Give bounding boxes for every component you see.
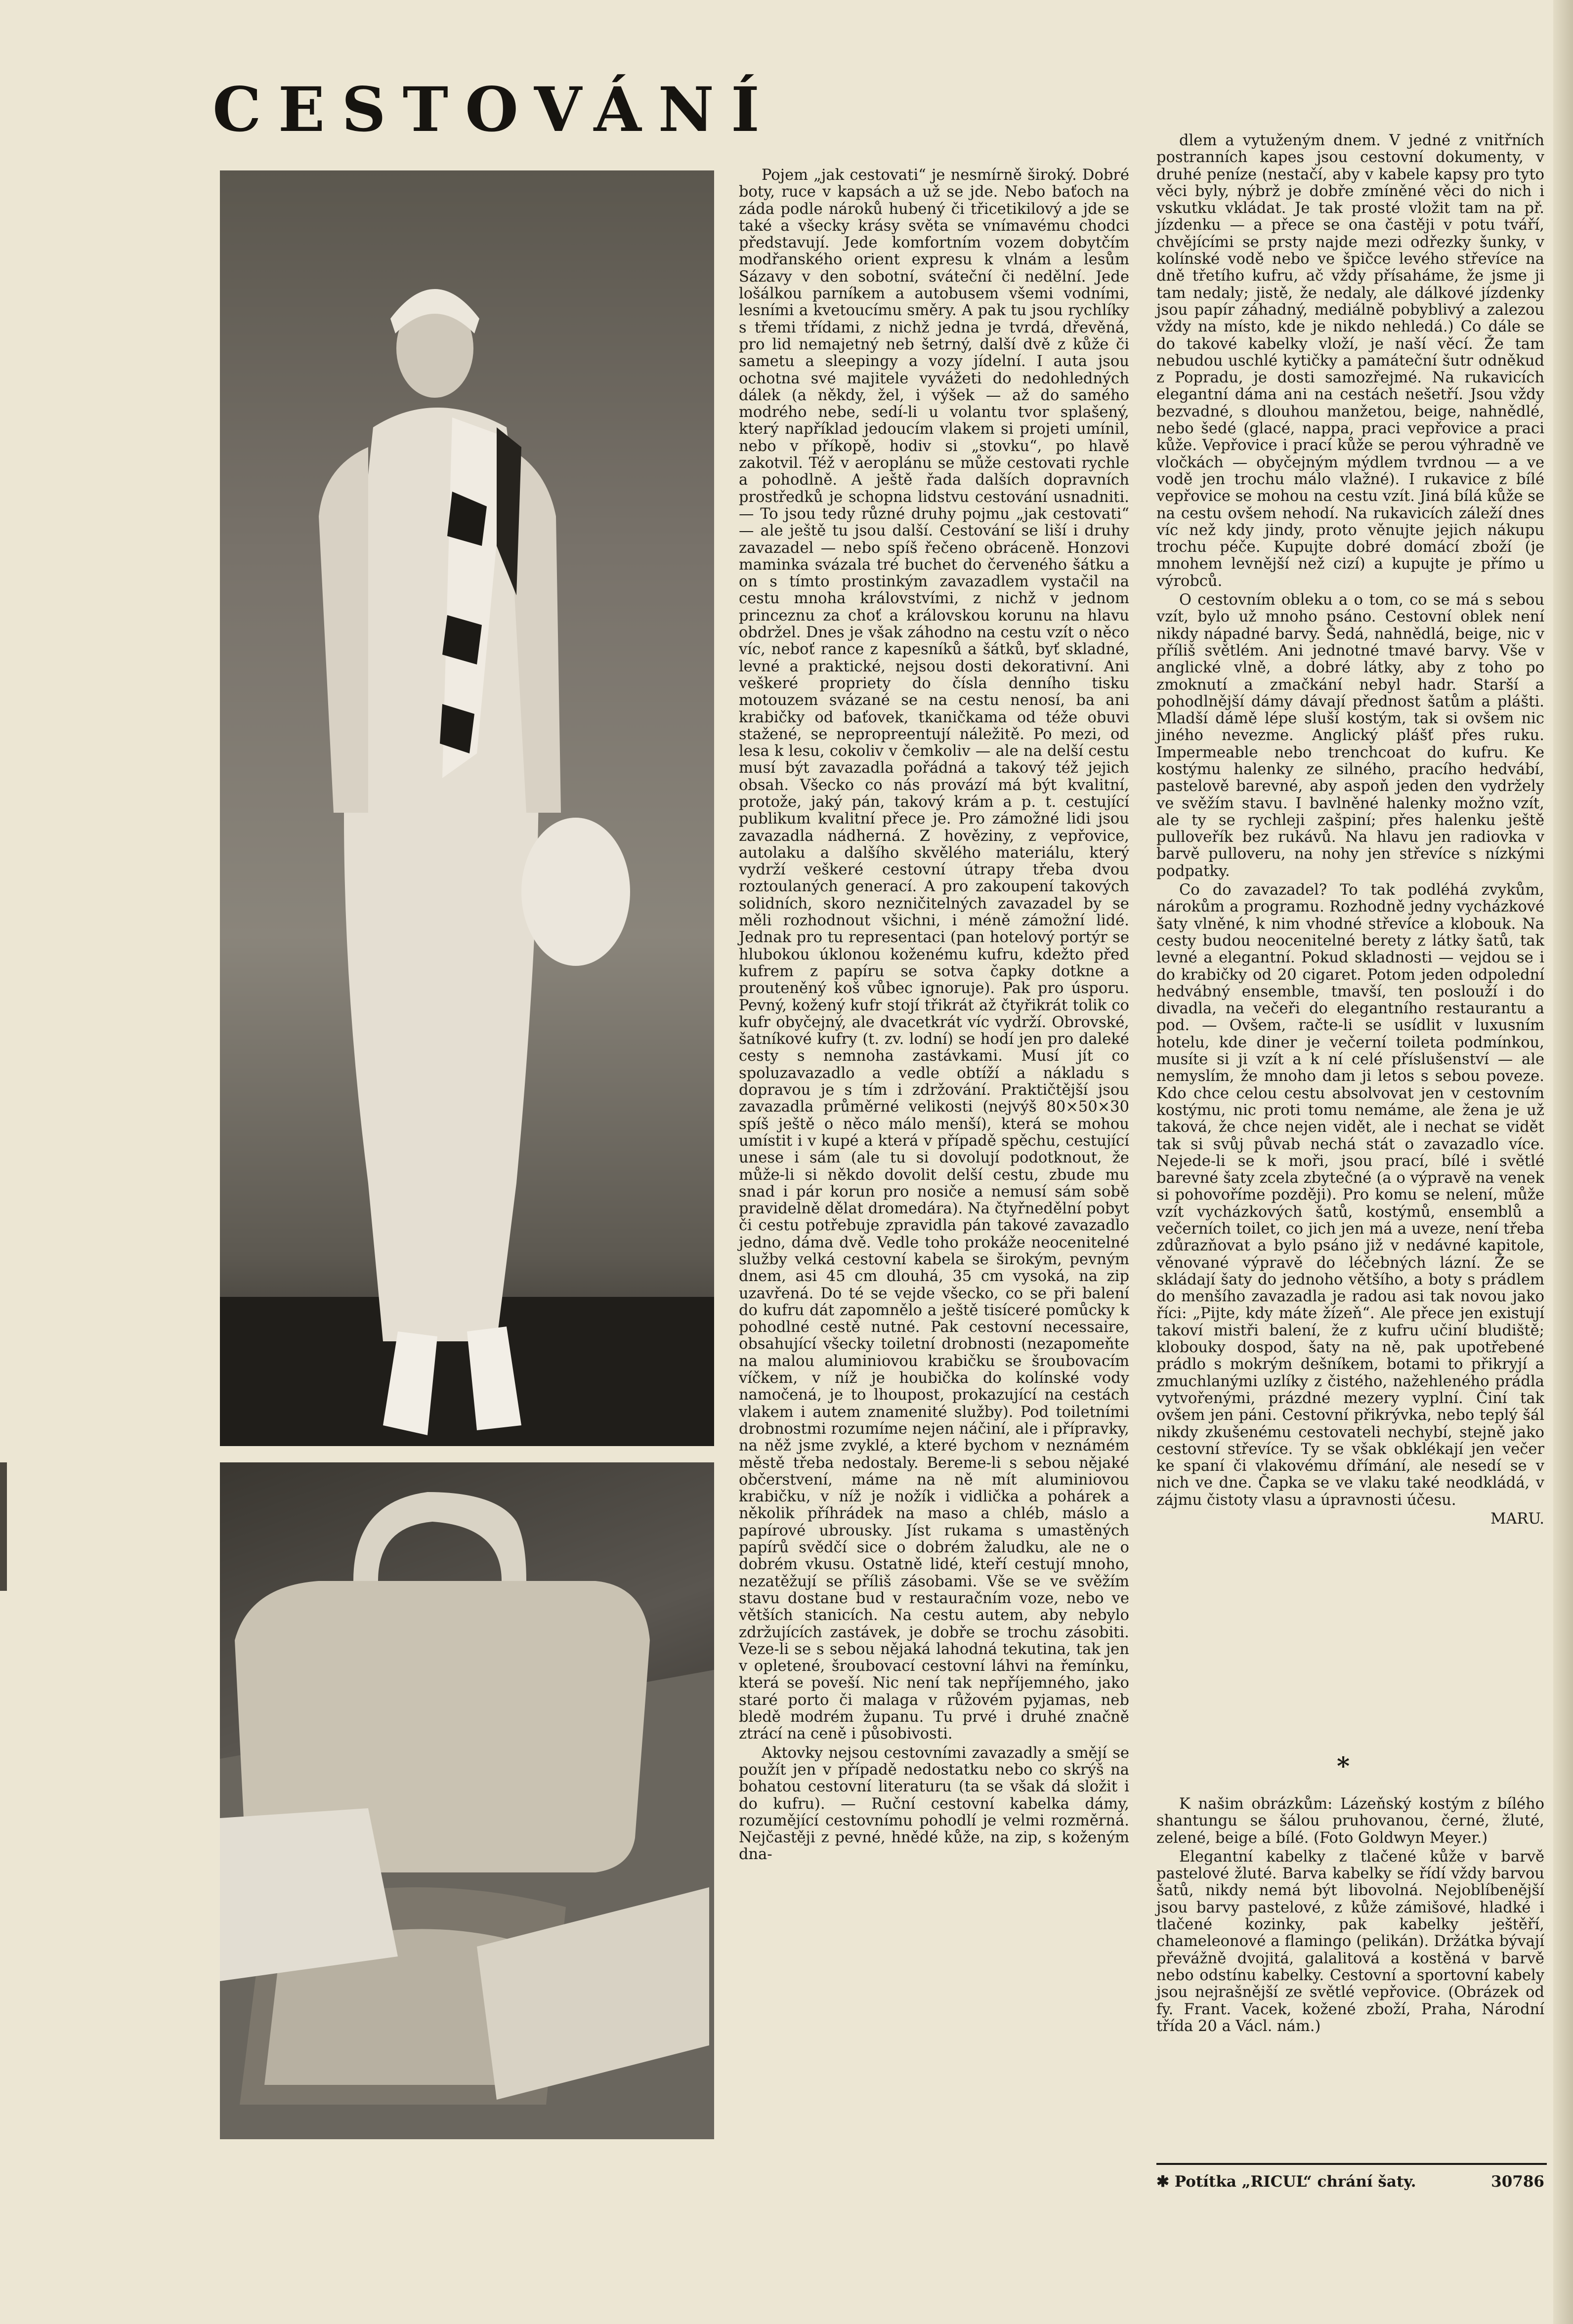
captions-column bbox=[1156, 1796, 1544, 2037]
footer bbox=[1156, 2173, 1544, 2191]
page-number: 30786 bbox=[1491, 2173, 1544, 2191]
article-title: CESTOVÁNÍ bbox=[213, 74, 777, 146]
footer-rule bbox=[1156, 2163, 1547, 2165]
paragraph: Pojem „jak cestovati“ je nesmírně široký. Dobré boty, ruce v kapsách a už se jde. Nebo baťoch na záda podle nároků hubený či třicetikilový a jde se také a všecky krásy světa se vnímavému chodci představují. Jede komfortním vozem dobytčím modřanského orient expresu k vlnám a lesům Sázavy v den sobotní, sváteční či nedělní. Jede lošálkou parníkem a autobusem všemi vodními, lesními a kvetoucímu směry. A pak tu jsou rychlíky s třemi třídami, z nichž jedna je tvrdá, dřevěná, pro lid nemajetný neb šetrný, další dvě z kůže či sametu a sleepingy a vozy jídelní. I auta jsou ochotna své majitele vyvážeti do nedohledných dálek (a někdy, žel, i výšek — až do samého modrého nebe, sedí-li u volantu tvor splašený, který například jedoucím vlakem si projeti umínil, nebo v příkopě, hodiv si „stovku“, po hlavě zakotvil. Též v aeroplánu se může cestovati rychle a pohodlně. A ještě řada dalších dopravních prostředků je schopna lidstvu cestování usnadniti. — To jsou tedy různé druhy pojmu „jak cestovati“ — ale ještě tu jsou další. Cestování se liší i druhy zavazadel — nebo spíš řečeno obráceně. Honzovi maminka svázala tré buchet do červeného šátku a on s tímto prostinkým zavazadlem vystačil na cestu mnoha královstvími, z nichž v jednom princeznu za choť a královskou korunu na hlavu obdržel. Dnes je však záhodno na cestu vzít o něco víc, neboť rance z kapesníků a šátků, byť skladné, levné a praktické, nejsou dosti dekorativní. Ani veškeré propriety do čísla denního tisku motouzem svázané se na cestu nenosí, ba ani krabičky od baťovek, tkaničkama od téže obuvi stažené, se nepropreentují náležitě. Po mezi, od lesa k lesu, cokoliv v čemkoliv — ale na delší cestu musí být zavazadla pořádná a takový též jejich obsah. Všecko co nás provází má být kvalitní, protože, jaký pán, takový krám a p. t. cestující publikum kvalitní přece je. Pro zámožné lidi jsou zavazadla nádherná. Z hověziny, z vepřovice, autolaku a dalšího skvělého materiálu, který vydrží veškeré cestovní útrapy třeba dvou roztoulaných generací. A pro zakoupení takových solidních, skoro nezničitelných zavazadel by se měli rozhodnout všichni, i méně zámožní lidé. Jednak pro tu representaci (pan hotelový portýr se hlubokou úklonou koženému kufru, kdežto před kufrem z papíru se sotva čapky dotkne a prouteněný koš vůbec ignoruje). Pak pro úsporu. Pevný, kožený kufr stojí třikrát až čtyřikrát tolik co kufr obyčejný, ale dvacetkrát víc vydrží. Obrovské, šatníkové kufry (t. zv. lodní) se hodí jen pro daleké cesty s nemnoha zastávkami. Musí jít co spoluzavazadlo a vedle obtíží a nákladu s dopravou je s tím i zdržování. Praktičtější jsou zavazadla průměrné velikosti (nejvýš 80×50×30 spíš ještě o něco málo menší), která se mohou umístit i v kupé a která v případě spěchu, cestující unese i sám (ale tu si dovolují podotknout, že může-li si někdo dovolit delší cestu, zbude mu snad i pár korun pro nosiče a nemusí sám sobě pravidelně dělat dromedára). Na čtyřnedělní pobyt či cestu potřebuje zpravidla pán takové zavazadlo jedno, dáma dvě. Vedle toho prokáže neocenitelné služby velká cestovní kabela se širokým, pevným dnem, asi 45 cm dlouhá, 35 cm vysoká, na zip uzavřená. Do té se vejde všecko, co se při balení do kufru dát zapomnělo a ještě tisíceré pomůcky k pohodlné cestě nutné. Pak cestovní necessaire, obsahující všecky toiletní drobnosti (nezapomeňte na malou aluminiovou krabičku se šroubovacím víčkem, v níž je houbička do kolínské vody namočená, je to lhoupost, prokazující na cestách vlakem i autem znamenité služby). Pod toiletními drobnostmi rozumíme nejen náčiní, ale i přípravky, na něž jsme zvyklé, a které bychom v neznámém městě třeba nedostaly. Bereme-li s sebou nějaké občerstvení, máme na ně mít aluminiovou krabičku, v níž je nožík i vidlička a pohárek a několik příhrádek na maso a chléb, máslo a papírové ubrousky. Jíst rukama s umastěných papírů svědčí sice o dobrém žaludku, ale ne o dobrém vkusu. Ostatně lidé, kteří cestují mnoho, nezatěžují se příliš zásobami. Vše se ve svěžím stavu dostane bud v restauračním voze, nebo ve větších stanicích. Na cestu autem, aby nebylo zdržujících zastávek, je dobře se trochu zásobiti. Veze-li se s sebou nějaká lahodná tekutina, tak jen v opletené, šroubovací cestovní láhvi na řemínku, která se poveší. Nic není tak nepříjemného, jako staré porto či malaga v růžovém pyjamas, neb bledě modrém županu. Tu prvé i druhé značně ztrácí na ceně i působivosti. bbox=[739, 166, 1129, 1743]
caption-paragraph: Elegantní kabelky z tlačené kůže v barvě pastelové žluté. Barva kabelky se řídí vždy barvou šatů, nikdy nemá být libovolná. Nejoblíbenější jsou barvy pastelové, z kůže zámišové, hladké i tlačené kozinky, pak kabelky ještěří, chameleonové a flamingo (pelikán). Držátka bývají převážně dvojitá, galalitová a kostěná v barvě nebo odstínu kabelky. Cestovní a sportovní kabely jsou nejrašnější ze světlé vepřovice. (Obrázek od fy. Frant. Vacek, kožené zboží, Praha, Národní třída 20 a Václ. nám.) bbox=[1156, 1848, 1544, 2035]
page-edge-shadow bbox=[1553, 0, 1573, 2324]
caption-paragraph: K našim obrázkům: Lázeňský kostým z bílého shantungu se šálou pruhovanou, černé, žluté, zelené, beige a bílé. (Foto Goldwyn Meyer.) bbox=[1156, 1795, 1544, 1847]
text-column-1 bbox=[739, 167, 1129, 1866]
paragraph: dlem a vytuženým dnem. V jedné z vnitřních postranních kapes jsou cestovní dokumenty, v druhé peníze (nestačí, aby v kabele kapsy pro tyto věci byly, nýbrž je dobře zmíněné věci do nich i vskutku vkládat. Je tak prosté vložit tam na př. jízdenku — a přece se ona častěji v potu tváří, chvějícími se prsty najde mezi odřezky šunky, v kolínské vodě nebo ve špičce levého střevíce na dně třetího kufru, ač vždy přísaháme, že jsme ji tam nedaly; jistě, že nedaly, ale dálkové jízdenky jsou papír záhadný, mediálně pobyblivý a zalezou vždy na místo, kde je nikdo nehledá.) Co dále se do takové kabelky vloží, je naší věcí. Že tam nebudou uschlé kytičky a památeční šutr odněkud z Popradu, je dosti samozřejmé. Na rukavicích elegantní dáma ani na cestách nešetří. Jsou vždy bezvadné, s dlouhou manžetou, beige, nahnědlé, nebo šedé (glacé, nappa, praci vepřovice a praci kůže. Vepřovice i prací kůže se perou výhradně ve vločkách — obyčejným mýdlem tvrdnou — a ve vodě jen trochu málo vlažné). I rukavice z bílé vepřovice se mohou na cestu vzít. Jiná bílá kůže se na cestu ovšem nehodí. Na rukavicích záleží dnes víc než kdy jindy, proto věnujte jejich nákupu trochu péče. Kupujte dobré domácí zboží (je mnohem levnější než cizí) a kupujte je přímo u výrobců. bbox=[1156, 132, 1544, 590]
author-signature: MARU. bbox=[1490, 1510, 1544, 1528]
paragraph: O cestovním obleku a o tom, co se má s sebou vzít, bylo už mnoho psáno. Cestovní oblek není nikdy nápadné barvy. Šedá, nahnědlá, beige, nic v příliš světlém. Ani jednotné tmavé barvy. Vše v anglické vlně, a dobré látky, aby z toho po zmoknutí a zmačkání nebyl hadr. Starší a pohodlnější dámy dávají přednost šatům a plášti. Mladší dámě lépe sluší kostým, tak si ovšem nic jiného nevezme. Anglický plášť přes ruku. Impermeable nebo trenchcoat do kufru. Ke kostýmu halenky ze silného, pracího hedvábí, pastelově barevné, aby aspoň jeden den vydržely ve svěžím stavu. I bavlněné halenky možno vzít, ale ty se rychleji zašpiní; přes halenku ještě pulloveřík bez rukávů. Na hlavu jen radiovka v barvě pulloveru, na nohy jen střevíce s nízkými podpatky. bbox=[1156, 591, 1544, 880]
footer-advert: ✱ Potítka „RICUL“ chrání šaty. bbox=[1156, 2173, 1416, 2191]
page-binding-mark bbox=[0, 1462, 7, 1591]
section-separator: * bbox=[1337, 1751, 1350, 1781]
photo-woman-in-white-suit bbox=[220, 170, 714, 1446]
photo-travel-handbags bbox=[220, 1462, 714, 2139]
text-column-2 bbox=[1156, 132, 1544, 1528]
paragraph: Co do zavazadel? To tak podléhá zvykům, nárokům a programu. Rozhodně jedny vycházkové šaty vlněné, k nim vhodné střevíce a klobouk. Na cesty budou neocenitelné berety z látky šatů, tak levné a elegantní. Pokud skladnosti — vejdou se i do krabičky od 20 cigaret. Potom jeden odpolední hedvábný ensemble, tmavší, ten poslouží i do divadla, na večeři do elegantního restaurantu a pod. — Ovšem, račte-li se usídlit v luxusním hotelu, kde diner je večerní toileta podmínkou, musíte si ji vzít a k ní celé příslušenství — ale nemyslím, že mnoho dam ji letos s sebou poveze. Kdo chce celou cestu absolvovat jen v cestovním kostýmu, nic proti tomu nemáme, ale žena je už taková, že chce nejen vidět, ale i nechat se vidět tak si svůj půvab nechá stát o zavazadlo více. Nejede-li se k moři, jsou prací, bílé i světlé barevné šaty zcela zbytečné (a o výpravě na venek si pohovoříme později). Pro komu se nelení, může vzít vycházkových šatů, kostýmů, ensemblů a večerních toilet, co jich jen má a uveze, není třeba zdůrazňovat a bylo psáno již v nedávné kapitole, věnované výpravě do léčebných lázní. Že se skládají šaty do jednoho většího, a boty s prádlem do menšího zavazadla je radou asi tak novou jako říci: „Pijte, kdy máte žízeň“. Ale přece jen existují takoví mistři balení, že z kufru učiní bludiště; klobouky dospod, šaty na ně, pak upotřebené prádlo s mokrým dešníkem, botami to přikryjí a zmuchlanými uzlíky z čistého, nažehleného prádla vytvořenými, prázdné mezery vyplní. Činí tak ovšem jen páni. Cestovní přikrývka, nebo teplý šál nikdy zkušenému cestovateli nechybí, stejně jako cestovní střevíce. Ty se však obklékají jen večer ke spaní či vlakovému dřímání, ale nesedí se v nich ve dne. Čapka se ve vlaku také neodkládá, v zájmu čistoty vlasu a úpravnosti účesu. bbox=[1156, 881, 1544, 1509]
paragraph: Aktovky nejsou cestovními zavazadly a smějí se použít jen v případě nedostatku nebo co skrýš na bohatou cestovní literaturu (ta se však dá složit i do kufru). — Ruční cestovní kabelka dámy, rozumějící cestovnímu pohodlí je velmi rozměrná. Nejčastěji z pevné, hnědé kůže, na zip, s koženým dna- bbox=[739, 1744, 1129, 1864]
